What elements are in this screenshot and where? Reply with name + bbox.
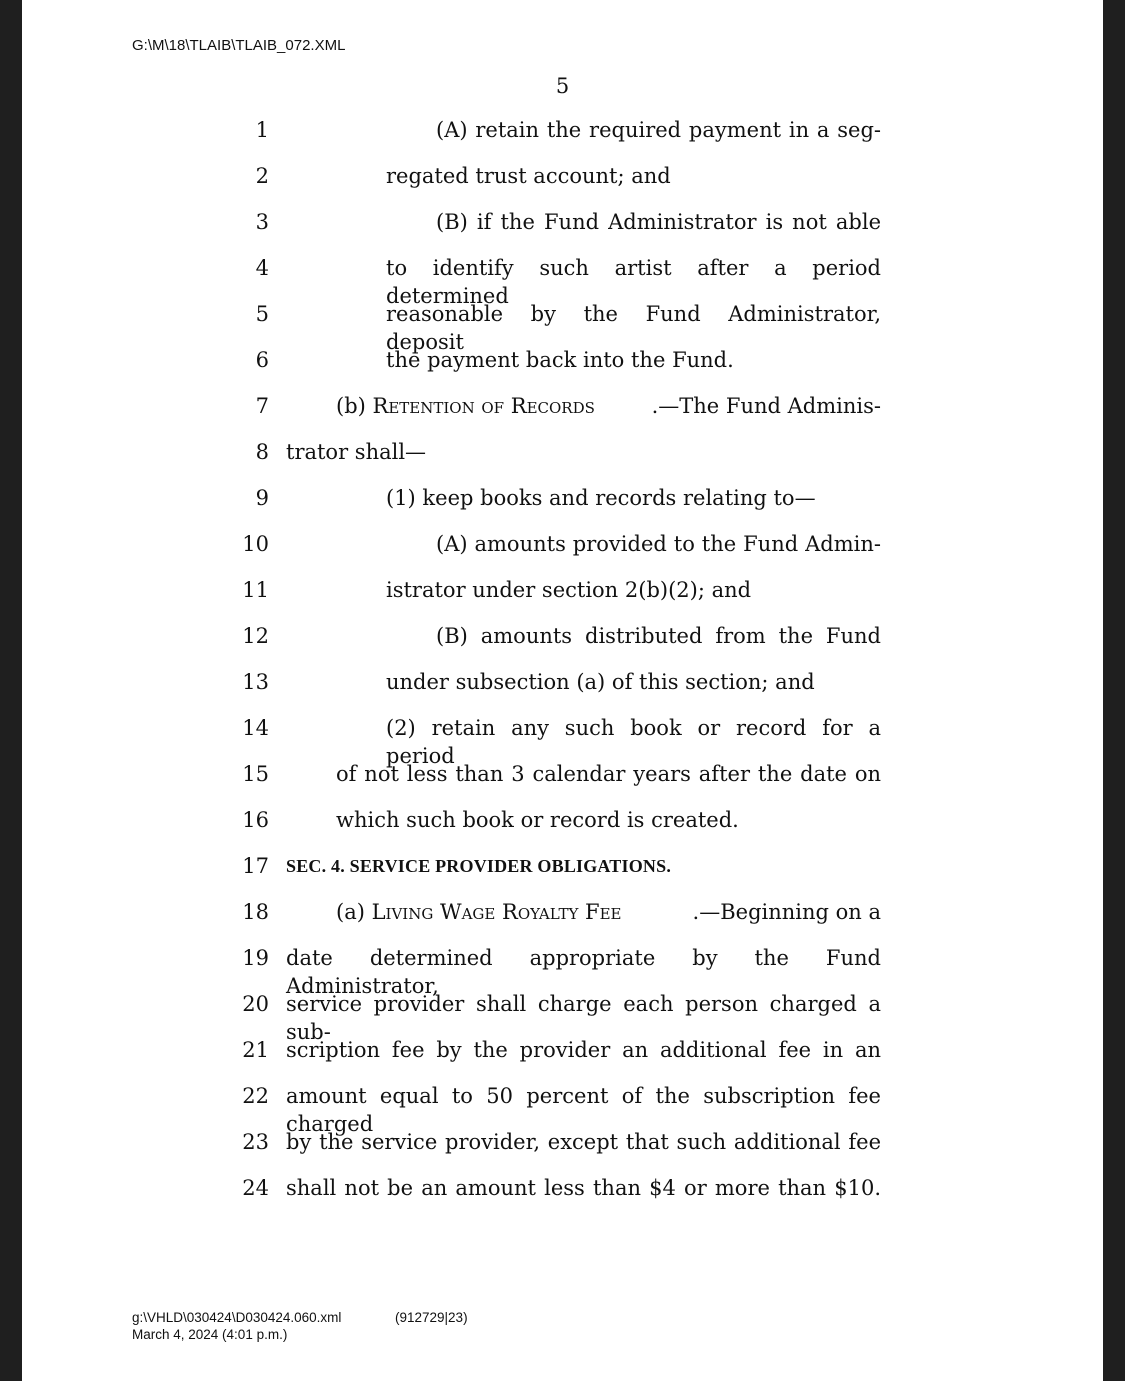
line-text (336, 898, 881, 926)
subsection-label: (a) (336, 900, 372, 924)
line-text: amount equal to 50 percent of the subscription fee charged (286, 1084, 881, 1136)
document-page (22, 0, 1103, 1381)
line-number: 15 (242, 762, 269, 786)
line-text: (A) amounts provided to the Fund Admin- (436, 532, 881, 556)
line-number: 18 (242, 900, 269, 924)
line-number: 17 (242, 854, 269, 878)
line-text: of not less than 3 calendar years after the date on (336, 762, 881, 786)
document-line (22, 116, 1103, 156)
line-text: regated trust account; and (386, 164, 671, 188)
line-number: 2 (255, 164, 269, 188)
section-heading: SEC. 4. SERVICE PROVIDER OBLIGATIONS. (286, 856, 672, 876)
document-line (22, 806, 1103, 846)
document-line (22, 576, 1103, 616)
line-text-continuation: .—The Fund Adminis- (651, 394, 881, 418)
document-line (22, 530, 1103, 570)
footer-code: (912729|23) (395, 1310, 468, 1325)
line-number: 9 (255, 486, 269, 510)
line-text: to identify such artist after a period determined (386, 256, 881, 308)
line-text: date determined appropriate by the Fund Administrator, (286, 946, 881, 998)
line-number: 11 (242, 578, 269, 602)
document-line (22, 898, 1103, 938)
document-line (22, 622, 1103, 662)
header-file-path: G:\M\18\TLAIB\TLAIB_072.XML (132, 37, 346, 54)
line-number: 16 (242, 808, 269, 832)
document-line (22, 346, 1103, 386)
footer-date: March 4, 2024 (4:01 p.m.) (132, 1327, 288, 1342)
line-number: 3 (255, 210, 269, 234)
line-text: scription fee by the provider an additional fee in an (286, 1038, 881, 1062)
line-text: under subsection (a) of this section; and (386, 670, 815, 694)
line-text: (B) if the Fund Administrator is not able (436, 210, 881, 234)
line-text: (1) keep books and records relating to— (386, 486, 816, 510)
document-line (22, 254, 1103, 308)
document-line (22, 714, 1103, 768)
line-number: 4 (255, 256, 269, 280)
line-text: trator shall— (286, 440, 427, 464)
line-text: (B) amounts distributed from the Fund (436, 624, 881, 648)
line-number: 20 (242, 992, 269, 1016)
document-line (22, 1174, 1103, 1214)
line-text: (A) retain the required payment in a seg- (436, 118, 881, 142)
line-number: 14 (242, 716, 269, 740)
line-number: 12 (242, 624, 269, 648)
document-line (22, 1082, 1103, 1136)
line-text: (2) retain any such book or record for a period (386, 716, 881, 768)
document-line (22, 484, 1103, 524)
line-number: 22 (242, 1084, 269, 1108)
line-number: 23 (242, 1130, 269, 1154)
document-line (22, 300, 1103, 354)
line-text: by the service provider, except that such additional fee (286, 1130, 881, 1154)
document-line (22, 1128, 1103, 1168)
subsection-heading: Retention of Records (372, 394, 595, 418)
document-line (22, 1036, 1103, 1076)
line-text: shall not be an amount less than $4 or more than $10. (286, 1176, 881, 1200)
line-number: 19 (242, 946, 269, 970)
line-text: istrator under section 2(b)(2); and (386, 578, 752, 602)
document-line (22, 852, 1103, 892)
line-text: reasonable by the Fund Administrator, deposit (386, 302, 881, 354)
line-number: 6 (255, 348, 269, 372)
subsection-heading: Living Wage Royalty Fee (371, 900, 622, 924)
page-number: 5 (555, 74, 570, 98)
line-text-continuation: .—Beginning on a (692, 900, 881, 924)
document-line (22, 392, 1103, 432)
document-line (22, 438, 1103, 478)
line-text: service provider shall charge each person charged a sub- (286, 992, 881, 1044)
footer-file-path: g:\VHLD\030424\D030424.060.xml (132, 1310, 342, 1325)
line-number: 13 (242, 670, 269, 694)
line-number: 5 (255, 302, 269, 326)
line-number: 7 (255, 394, 269, 418)
document-line (22, 208, 1103, 248)
document-line (22, 990, 1103, 1044)
document-line (22, 944, 1103, 998)
footer-info (132, 1309, 341, 1343)
line-text (336, 392, 881, 420)
line-number: 24 (242, 1176, 269, 1200)
document-line (22, 760, 1103, 800)
line-number: 21 (242, 1038, 269, 1062)
document-line (22, 668, 1103, 708)
document-line (22, 162, 1103, 202)
subsection-label: (b) (336, 394, 373, 418)
line-number: 1 (255, 118, 269, 142)
line-text: the payment back into the Fund. (386, 348, 734, 372)
line-number: 10 (242, 532, 269, 556)
line-number: 8 (255, 440, 269, 464)
line-text: which such book or record is created. (336, 808, 739, 832)
